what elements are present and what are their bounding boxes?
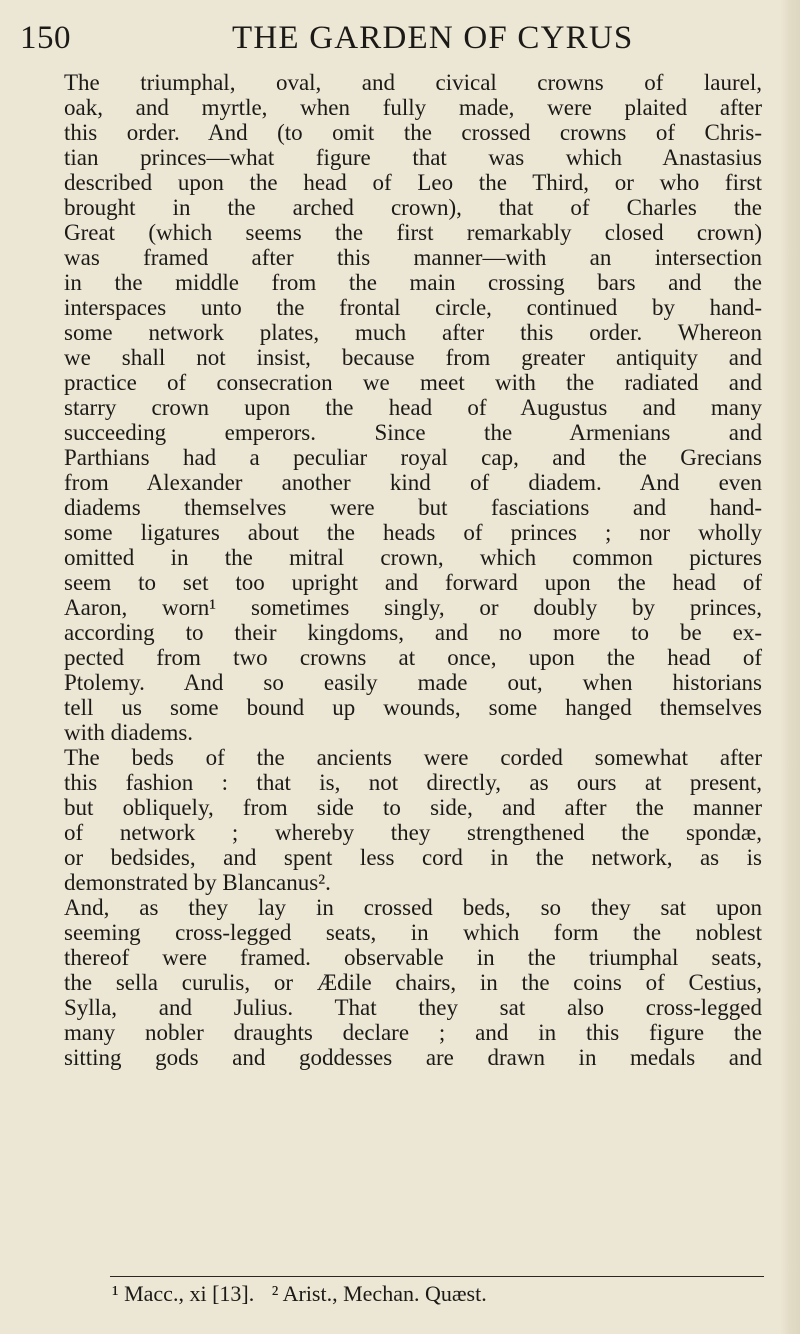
footnotes <box>112 1281 762 1307</box>
text-line: described upon the head of Leo the Third, or who first <box>64 170 762 195</box>
text-line: some ligatures about the heads of princes ; nor wholly <box>64 520 762 545</box>
body-text <box>64 70 762 1070</box>
text-line: Sylla, and Julius. That they sat also cross-legged <box>64 995 762 1020</box>
text-line: Ptolemy. And so easily made out, when historians <box>64 670 762 695</box>
text-line: according to their kingdoms, and no more to be ex- <box>64 620 762 645</box>
text-line: was framed after this manner—with an intersection <box>64 245 762 270</box>
footnote-2: ² Arist., Mechan. Quæst. <box>271 1281 487 1306</box>
text-line: practice of consecration we meet with the radiated and <box>64 370 762 395</box>
text-line: with diadems. <box>64 720 194 745</box>
text-line: tian princes—what figure that was which Anastasius <box>64 145 762 170</box>
running-title: THE GARDEN OF CYRUS <box>232 20 634 56</box>
text-line: The triumphal, oval, and civical crowns of laurel, <box>64 70 762 95</box>
page-number: 150 <box>20 20 71 56</box>
text-line: but obliquely, from side to side, and after the manner <box>64 795 762 820</box>
text-line: or bedsides, and spent less cord in the network, as is <box>64 845 762 870</box>
text-line: this order. And (to omit the crossed crowns of Chris- <box>64 120 762 145</box>
text-line: Great (which seems the first remarkably closed crown) <box>64 220 762 245</box>
text-line: from Alexander another kind of diadem. And even <box>64 470 762 495</box>
page-header <box>20 18 776 58</box>
text-line: the sella curulis, or Ædile chairs, in the coins of Cestius, <box>64 970 762 995</box>
text-line: of network ; whereby they strengthened the spondæ, <box>64 820 762 845</box>
footnote-1: ¹ Macc., xi [13]. <box>112 1281 255 1306</box>
text-line: seeming cross-legged seats, in which form the noblest <box>64 920 762 945</box>
text-line: And, as they lay in crossed beds, so they sat upon <box>64 895 762 920</box>
page-edge <box>780 0 800 1334</box>
text-line: some network plates, much after this order. Whereon <box>64 320 762 345</box>
text-line: this fashion : that is, not directly, as ours at present, <box>64 770 762 795</box>
text-line: brought in the arched crown), that of Charles the <box>64 195 762 220</box>
text-line: diadems themselves were but fasciations and hand- <box>64 495 762 520</box>
text-line: many nobler draughts declare ; and in this figure the <box>64 1020 762 1045</box>
text-line: sitting gods and goddesses are drawn in medals and <box>64 1045 762 1070</box>
text-line: thereof were framed. observable in the triumphal seats, <box>64 945 762 970</box>
text-line: starry crown upon the head of Augustus and many <box>64 395 762 420</box>
text-line: Aaron, worn¹ sometimes singly, or doubly by princes, <box>64 595 762 620</box>
text-line: seem to set too upright and forward upon the head of <box>64 570 762 595</box>
text-line: demonstrated by Blancanus². <box>64 870 331 895</box>
text-line: interspaces unto the frontal circle, continued by hand- <box>64 295 762 320</box>
text-line: pected from two crowns at once, upon the head of <box>64 645 762 670</box>
footnote-rule <box>110 1276 764 1277</box>
text-line: The beds of the ancients were corded somewhat after <box>64 745 762 770</box>
text-line: tell us some bound up wounds, some hanged themselves <box>64 695 762 720</box>
text-line: oak, and myrtle, when fully made, were plaited after <box>64 95 762 120</box>
text-line: omitted in the mitral crown, which common pictures <box>64 545 762 570</box>
text-line: in the middle from the main crossing bars and the <box>64 270 762 295</box>
text-line: Parthians had a peculiar royal cap, and the Grecians <box>64 445 762 470</box>
text-line: we shall not insist, because from greater antiquity and <box>64 345 762 370</box>
text-line: succeeding emperors. Since the Armenians and <box>64 420 762 445</box>
